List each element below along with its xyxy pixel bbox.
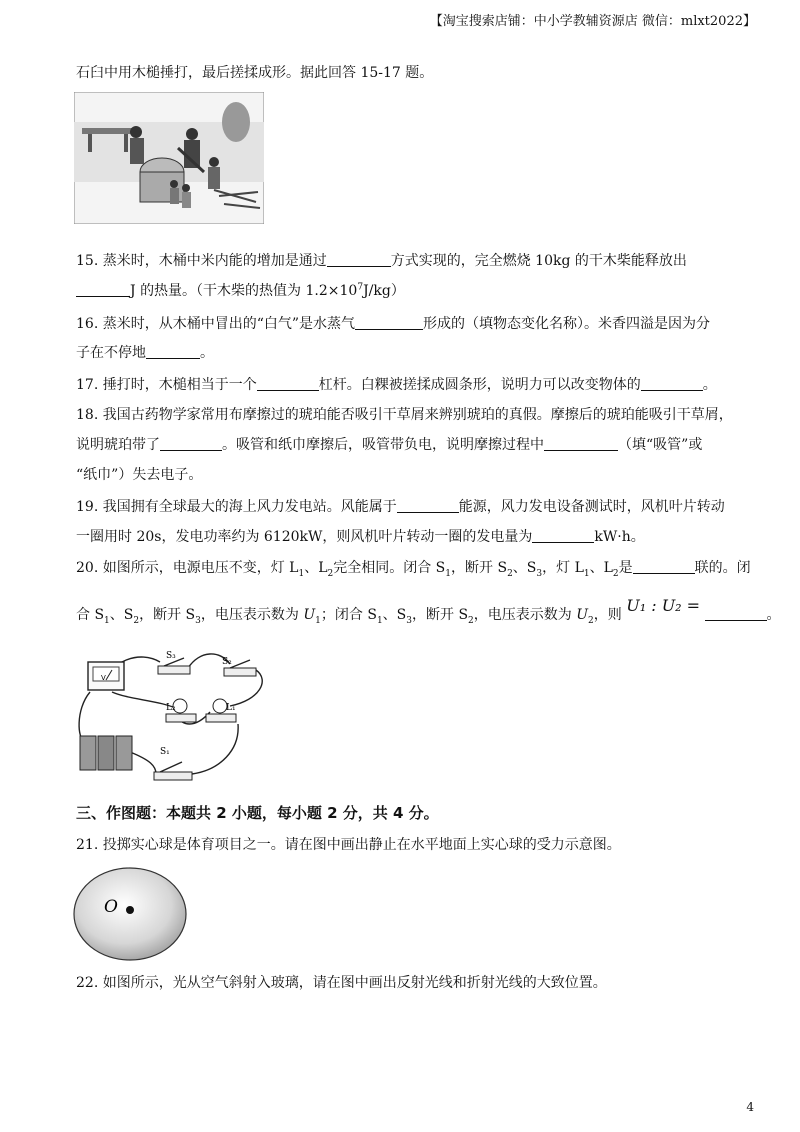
solid-ball-figure	[70, 864, 190, 964]
question-16-line-1: 16. 蒸米时，从木桶中冒出的“白气”是水蒸气 形成的（填物态变化名称）。米香四溢是因为分	[76, 316, 711, 332]
voltmeter-label: V	[101, 674, 106, 682]
header-shop-info: 【淘宝搜索店铺：中小学教辅资源店 微信：mlxt2022】	[429, 14, 756, 29]
question-15-line-1: 15. 蒸米时，木桶中米内能的增加是通过 方式实现的，完全燃烧 10kg 的干木柴能释放出	[76, 253, 687, 269]
question-20-line-2: 合 $S_1$、$S_2$，断开 $S_3$，电压表示数为 $U_1$；闭合 $S_1$、$S_3$，断开 $S_2$，电压表示数为 $U_2$，则 U₁ : U₂ = 。	[76, 596, 781, 626]
switch-s1-label: S₁	[160, 747, 170, 757]
switch-s2-label: S₂	[222, 657, 232, 667]
page-number: 4	[746, 1100, 754, 1114]
section-3-title: 三、作图题：本题共 2 小题，每小题 2 分，共 4 分。	[76, 804, 439, 822]
question-18-line-2: 说明琥珀带了 。吸管和纸巾摩擦后，吸管带负电，说明摩擦过程中 （填“吸管”或	[76, 437, 703, 453]
rice-cake-illustration	[74, 92, 264, 224]
voltage-ratio: U₁ : U₂ =	[626, 596, 701, 615]
switch-s3-label: S₃	[166, 651, 176, 661]
question-19-line-1: 19. 我国拥有全球最大的海上风力发电站。风能属于 能源，风力发电设备测试时，风机叶片转动	[76, 499, 725, 515]
question-16-line-2: 子在不停地 。	[76, 345, 214, 361]
circuit-diagram	[70, 640, 270, 782]
question-18-line-1: 18. 我国古药物学家常用布摩擦过的琥珀能否吸引干草屑来辨别琥珀的真假。摩擦后的琥珀能吸引干草屑，	[76, 407, 733, 423]
question-17: 17. 捶打时，木槌相当于一个 杠杆。白粿被搓揉成圆条形，说明力可以改变物体的 。	[76, 377, 717, 393]
question-22: 22. 如图所示，光从空气斜射入玻璃，请在图中画出反射光线和折射光线的大致位置。	[76, 975, 607, 991]
question-21: 21. 投掷实心球是体育项目之一。请在图中画出静止在水平地面上实心球的受力示意图。	[76, 837, 621, 853]
intro-text: 石臼中用木槌捶打，最后搓揉成形。据此回答 15-17 题。	[76, 65, 434, 81]
center-label-o: O	[104, 897, 118, 917]
lamp-l1-label: L₁	[226, 703, 236, 713]
lamp-l2-label: L₂	[166, 703, 176, 713]
question-15-line-2: J 的热量。（干木柴的热值为 $1.2\times 10^7J/kg$）	[76, 280, 405, 300]
question-19-line-2: 一圈用时 20s，发电功率约为 6120kW，则风机叶片转动一圈的发电量为 kW·h。	[76, 529, 645, 545]
question-18-line-3: “纸巾”）失去电子。	[76, 467, 203, 483]
question-20-line-1: 20. 如图所示，电源电压不变，灯 $L_1$、$L_2$完全相同。闭合 $S_1$，断开 $S_2$、$S_3$，灯 $L_1$、$L_2$是 联的。闭	[76, 560, 751, 579]
